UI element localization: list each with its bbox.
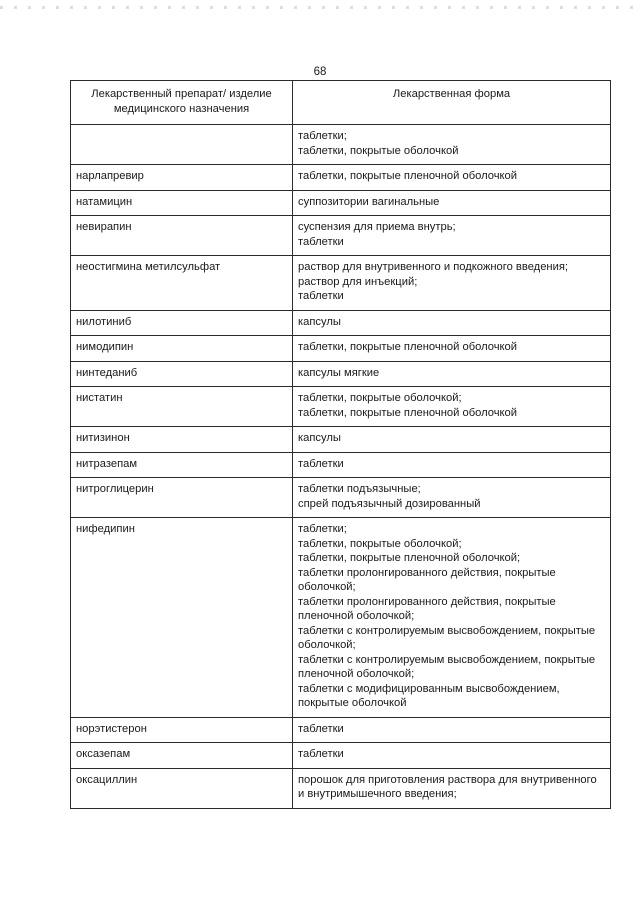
dosage-form-line: таблетки пролонгированного действия, покрытые пленочной оболочкой;	[298, 595, 559, 622]
drug-table	[70, 80, 611, 809]
dosage-form-line: таблетки подъязычные;	[298, 483, 421, 495]
table-row	[71, 361, 611, 387]
dosage-form-line: таблетки	[298, 722, 344, 735]
table-row	[71, 717, 611, 743]
dosage-form-cell	[293, 387, 611, 427]
dosage-form-cell	[293, 717, 611, 743]
table-row	[71, 387, 611, 427]
dosage-form-cell	[293, 256, 611, 311]
drug-name-cell: натамицин	[71, 190, 293, 216]
table-row	[71, 336, 611, 362]
drug-name-cell: нитизинон	[71, 427, 293, 453]
drug-name-cell	[71, 125, 293, 165]
dosage-form-line: таблетки, покрытые оболочкой	[298, 144, 459, 157]
dosage-form-line: таблетки, покрытые пленочной оболочкой;	[298, 552, 521, 564]
dosage-form-cell	[293, 427, 611, 453]
dosage-form-cell	[293, 452, 611, 478]
dosage-form-line: таблетки;	[298, 130, 347, 142]
drug-name-cell: нитразепам	[71, 452, 293, 478]
dosage-form-line: таблетки	[298, 290, 344, 302]
drug-name-cell: нинтеданиб	[71, 361, 293, 387]
dosage-form-cell	[293, 478, 611, 518]
dosage-form-line: капсулы мягкие	[298, 366, 380, 379]
drug-name-cell: нарлапревир	[71, 165, 293, 191]
table-row	[71, 768, 611, 808]
dosage-form-cell	[293, 768, 611, 808]
dosage-form-line: суппозитории вагинальные	[298, 195, 440, 208]
dosage-form-cell	[293, 165, 611, 191]
table-row	[71, 256, 611, 311]
dosage-form-line: таблетки, покрытые пленочной оболочкой	[298, 406, 518, 419]
dosage-form-line: раствор для инъекций;	[298, 275, 418, 288]
table-row	[71, 190, 611, 216]
table-row	[71, 743, 611, 769]
dosage-form-line: таблетки;	[298, 523, 347, 535]
dosage-form-line: таблетки с контролируемым высвобождением, покрытые пленочной оболочкой;	[298, 653, 599, 680]
dosage-form-line: таблетки	[298, 748, 344, 760]
dosage-form-cell	[293, 518, 611, 718]
table-row	[71, 125, 611, 165]
dosage-form-line: таблетки пролонгированного действия, покрытые оболочкой;	[298, 566, 559, 593]
dosage-form-line: таблетки с контролируемым высвобождением, покрытые оболочкой;	[298, 624, 599, 651]
dosage-form-line: капсулы	[298, 315, 341, 328]
header-dosage-form: Лекарственная форма	[293, 81, 611, 125]
dosage-form-line: порошок для приготовления раствора для внутривенного и внутримышечного введения;	[298, 773, 600, 800]
drug-name-cell: неостигмина метилсульфат	[71, 256, 293, 311]
dosage-form-line: таблетки, покрытые пленочной оболочкой	[298, 170, 518, 182]
dosage-form-cell	[293, 336, 611, 362]
table-row	[71, 165, 611, 191]
drug-name-cell: оксазепам	[71, 743, 293, 769]
dosage-form-line: капсулы	[298, 432, 341, 444]
table-header-row	[71, 81, 611, 125]
table-row	[71, 518, 611, 718]
table-row	[71, 427, 611, 453]
drug-name-cell: нитроглицерин	[71, 478, 293, 518]
dosage-form-line: спрей подъязычный дозированный	[298, 497, 481, 510]
dosage-form-cell	[293, 310, 611, 336]
drug-name-cell: оксациллин	[71, 768, 293, 808]
dosage-form-line: таблетки	[298, 457, 344, 470]
drug-name-cell: нилотиниб	[71, 310, 293, 336]
dosage-form-line: раствор для внутривенного и подкожного введения;	[298, 261, 569, 273]
table-row	[71, 452, 611, 478]
scan-artifact	[0, 6, 640, 9]
drug-name-cell: норэтистерон	[71, 717, 293, 743]
page-number: 68	[313, 66, 327, 78]
dosage-form-line: таблетки, покрытые оболочкой;	[298, 537, 462, 550]
dosage-form-line: таблетки	[298, 235, 344, 248]
drug-name-cell: нистатин	[71, 387, 293, 427]
dosage-form-line: таблетки, покрытые оболочкой;	[298, 392, 462, 404]
drug-name-cell: нимодипин	[71, 336, 293, 362]
table-row	[71, 478, 611, 518]
header-drug-name: Лекарственный препарат/ изделие медицинского назначения	[71, 81, 293, 125]
dosage-form-line: таблетки с модифицированным высвобождением, покрытые оболочкой	[298, 682, 563, 709]
dosage-form-line: суспензия для приема внутрь;	[298, 221, 456, 233]
table-row	[71, 216, 611, 256]
table-row	[71, 310, 611, 336]
dosage-form-cell	[293, 190, 611, 216]
drug-name-cell: невирапин	[71, 216, 293, 256]
dosage-form-cell	[293, 216, 611, 256]
drug-name-cell: нифедипин	[71, 518, 293, 718]
dosage-form-line: таблетки, покрытые пленочной оболочкой	[298, 341, 518, 353]
dosage-form-cell	[293, 743, 611, 769]
dosage-form-cell	[293, 125, 611, 165]
dosage-form-cell	[293, 361, 611, 387]
